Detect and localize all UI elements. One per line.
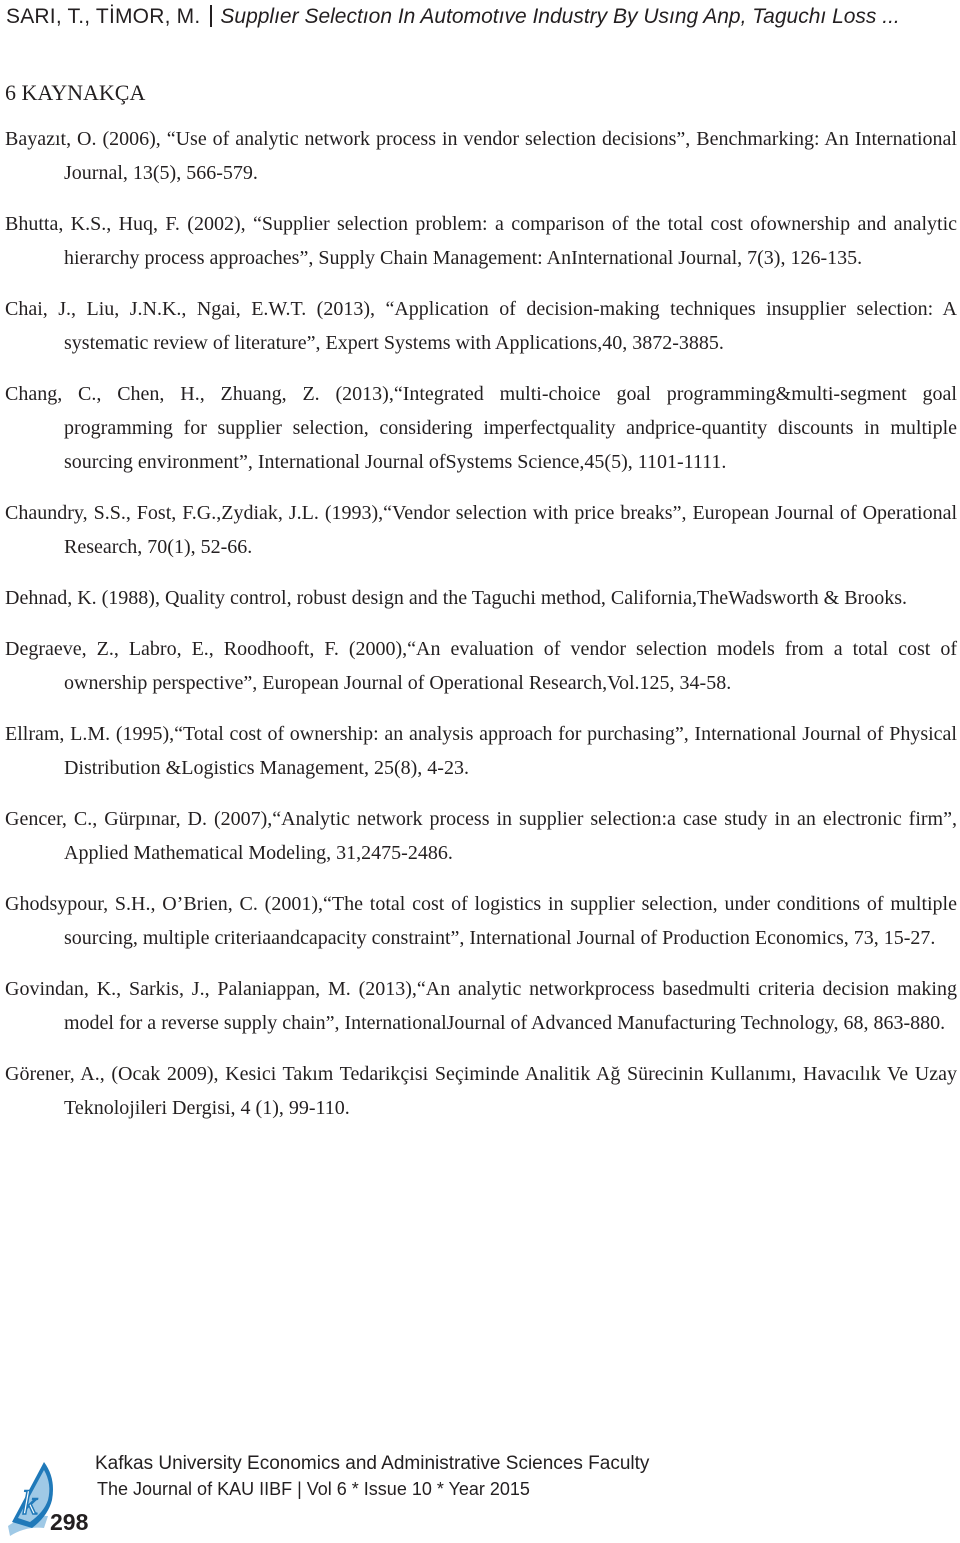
- reference-item: Chaundry, S.S., Fost, F.G.,Zydiak, J.L. (1993),“Vendor selection with price breaks”, European Journal of Operational Research, 70(1), 52-66.: [5, 502, 957, 558]
- reference-item: Chai, J., Liu, J.N.K., Ngai, E.W.T. (2013), “Application of decision-making techniques insupplier selection: A systematic review of literature”, Expert Systems with Applications,40, 3872-3885.: [5, 298, 957, 354]
- header-running-title: Supplıer Selectıon In Automotıve Industry By Usıng Anp, Taguchı Loss ...: [220, 5, 900, 28]
- footer-institution: Kafkas University Economics and Administrative Sciences Faculty: [95, 1453, 650, 1474]
- reference-item: Görener, A., (Ocak 2009), Kesici Takım Tedarikçisi Seçiminde Analitik Ağ Sürecinin Kullanımı, Havacılık Ve Uzay Teknolojileri Dergisi, 4 (1), 99-110.: [5, 1063, 957, 1119]
- svg-text:k: k: [22, 1485, 38, 1522]
- reference-item: Chang, C., Chen, H., Zhuang, Z. (2013),“Integrated multi-choice goal programming&multi-segment goal programming for supplier selection, considering imperfectquality andprice-quantity discounts in multiple sourcing environment”, International Journal ofSystems Science,45(5), 1101-1111.: [5, 383, 957, 473]
- reference-item: Gencer, C., Gürpınar, D. (2007),“Analytic network process in supplier selection:a case study in an electronic firm”, Applied Mathematical Modeling, 31,2475-2486.: [5, 808, 957, 864]
- reference-item: Bhutta, K.S., Huq, F. (2002), “Supplier selection problem: a comparison of the total cost ofownership and analytic hierarchy process approaches”, Supply Chain Management: AnInternational Journal, 7(3), 126-135.: [5, 213, 957, 269]
- reference-list: [5, 122, 957, 1142]
- section-title: 6 KAYNAKÇA: [5, 80, 146, 105]
- reference-item: Ellram, L.M. (1995),“Total cost of ownership: an analysis approach for purchasing”, International Journal of Physical Distribution &Logistics Management, 25(8), 4-23.: [5, 723, 957, 779]
- header-separator: [210, 5, 212, 27]
- reference-item: Degraeve, Z., Labro, E., Roodhooft, F. (2000),“An evaluation of vendor selection models from a total cost of ownership perspective”, European Journal of Operational Research,Vol.125, 34-58.: [5, 638, 957, 694]
- header-authors: SARI, T., TİMOR, M.: [6, 5, 201, 28]
- page-number: 298: [50, 1509, 89, 1535]
- reference-item: Govindan, K., Sarkis, J., Palaniappan, M. (2013),“An analytic networkprocess basedmulti criteria decision making model for a reverse supply chain”, InternationalJournal of Advanced Manufacturing Technology, 68, 863-880.: [5, 978, 957, 1034]
- footer-journal-info: The Journal of KAU IIBF | Vol 6 * Issue 10 * Year 2015: [97, 1479, 530, 1499]
- reference-item: Bayazıt, O. (2006), “Use of analytic network process in vendor selection decisions”, Benchmarking: An International Journal, 13(5), 566-579.: [5, 128, 957, 184]
- reference-item: Ghodsypour, S.H., O’Brien, C. (2001),“The total cost of logistics in supplier selection, under conditions of multiple sourcing, multiple criteriaandcapacity constraint”, International Journal of Production Economics, 73, 15-27.: [5, 893, 957, 949]
- reference-item: Dehnad, K. (1988), Quality control, robust design and the Taguchi method, California,TheWadsworth & Brooks.: [5, 587, 908, 609]
- running-header: [6, 2, 956, 32]
